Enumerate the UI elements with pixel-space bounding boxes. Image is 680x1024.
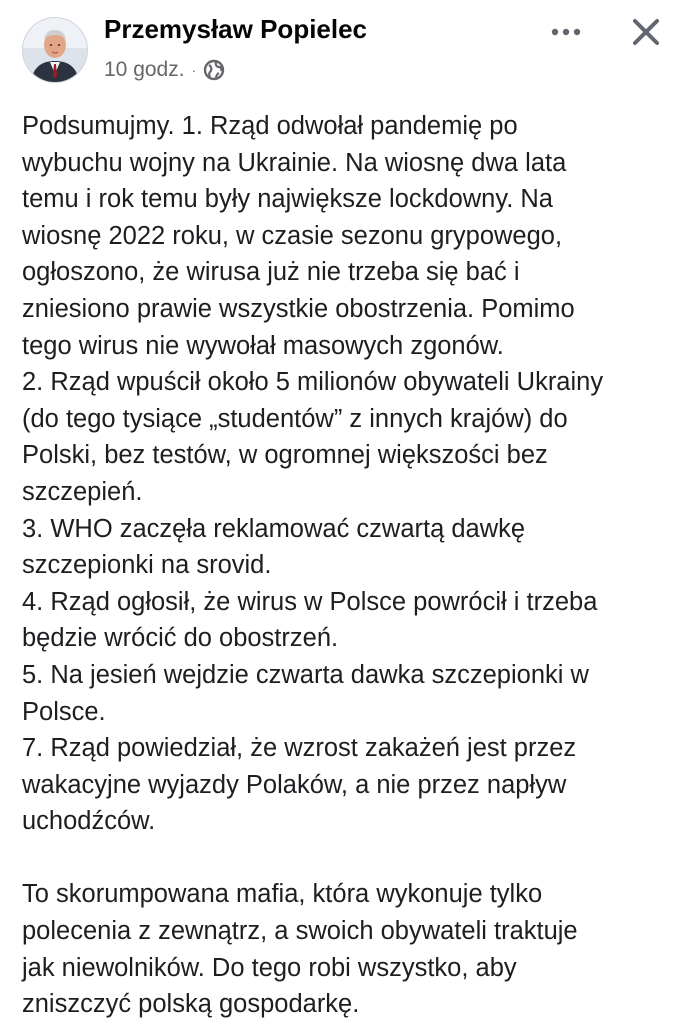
post-text-line: Podsumujmy. 1. Rząd odwołał pandemię po <box>22 112 518 140</box>
post-text-line: Polski, bez testów, w ogromnej większości bez <box>22 441 548 470</box>
close-button[interactable] <box>626 12 666 52</box>
post-text-line: wakacyjne wyjazdy Polaków, a nie przez napływ <box>22 770 567 799</box>
profile-photo-icon <box>23 18 87 82</box>
post-text-line: temu i rok temu były największe lockdowny. Na <box>22 185 553 214</box>
post-text-line: 5. Na jesień wejdzie czwarta dawka szczepionki w <box>22 660 589 689</box>
post-text-line: będzie wrócić do obostrzeń. <box>22 624 339 653</box>
close-icon <box>631 17 661 47</box>
post-text-line: wybuchu wojny na Ukrainie. Na wiosnę dwa lata <box>22 148 567 177</box>
post-text-line: uchodźców. <box>22 807 156 836</box>
post-text-line: Polsce. <box>22 697 106 726</box>
author-name[interactable]: Przemysław Popielec <box>104 14 368 44</box>
post-text-line: 3. WHO zaczęła reklamować czwartą dawkę <box>22 514 526 543</box>
post-text-line: polecenia z zewnątrz, a swoich obywateli traktuje <box>22 917 578 946</box>
post-text-line: zniesiono prawie wszystkie obostrzenia. Pomimo <box>22 294 575 323</box>
post-text-line: szczepień. <box>22 477 143 506</box>
post-timestamp[interactable]: 10 godz. <box>104 58 185 81</box>
post-text <box>22 108 672 1023</box>
meta-separator: · <box>191 62 197 78</box>
post-text-line: wiosnę 2022 roku, w czasie sezonu grypowego, <box>22 221 563 250</box>
post-text-line: (do tego tysiące „studentów” z innych krajów) do <box>22 404 568 433</box>
paragraph-gap <box>22 840 672 877</box>
post-text-line: To skorumpowana mafia, która wykonuje tylko <box>22 880 543 909</box>
more-options-button[interactable] <box>546 14 586 50</box>
post-text-line: 4. Rząd ogłosił, że wirus w Polsce powrócił i trzeba <box>22 587 598 616</box>
author-avatar[interactable] <box>22 17 88 83</box>
post-text-line: 7. Rząd powiedział, że wzrost zakażeń jest przez <box>22 734 577 763</box>
post-text-line: tego wirus nie wywołał masowych zgonów. <box>22 331 504 360</box>
post-text-line: ogłoszono, że wirusa już nie trzeba się bać i <box>22 258 520 287</box>
post-text-line: 2. Rząd wpuścił około 5 milionów obywateli Ukrainy <box>22 368 604 397</box>
post-text-line: jak niewolników. Do tego robi wszystko, aby <box>22 953 517 982</box>
globe-icon[interactable] <box>203 59 225 81</box>
more-dots-icon <box>550 27 582 37</box>
post-header <box>0 0 680 100</box>
post-meta <box>104 58 225 82</box>
post-text-line: szczepionki na srovid. <box>22 551 272 580</box>
post-text-line: zniszczyć polską gospodarkę. <box>22 990 360 1019</box>
